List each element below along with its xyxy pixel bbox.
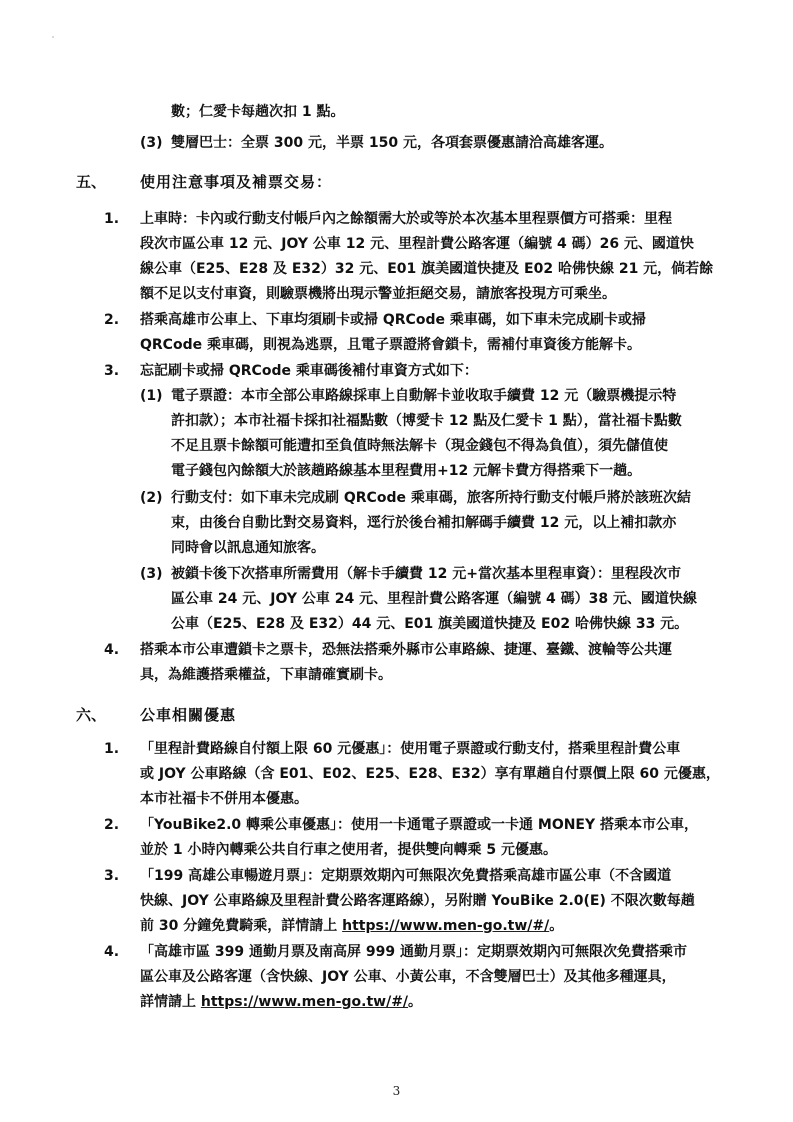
list-number: 4. [104,642,120,658]
list-text: 區公車及公路客運（含快線、JOY 公車、小黃公車，不含雙層巴士）及其他多種運具， [140,969,676,985]
list-number: 3. [104,363,120,379]
list-text: QRCode 乘車碼，則視為逃票，且電子票證將會鎖卡，需補付車資後方能解卡。 [140,337,641,353]
sub-item-text: 同時會以訊息通知旅客。 [171,540,325,556]
sub-item-text: 許扣款）；本市社福卡採扣社福點數（博愛卡 12 點及仁愛卡 1 點），當社福卡點數 [171,413,682,429]
list-text: 並於 1 小時內轉乘公共自行車之使用者，提供雙向轉乘 5 元優惠。 [140,842,557,858]
list-text-suffix: 。 [408,994,423,1010]
sub-item-number: (3) [140,566,163,582]
item-text: 雙層巴士：全票 300 元，半票 150 元，各項套票優惠請洽高雄客運。 [171,135,613,151]
list-text: 「高雄市區 399 通勤月票及南高屏 999 通勤月票」：定期票效期內可無限次免費搭乘市 [140,944,687,960]
sub-item-number: (1) [140,388,163,404]
list-number: 1. [104,741,120,757]
men-go-link[interactable]: https://www.men-go.tw/#/ [342,918,550,934]
list-text: 快線、JOY 公車路線及里程計費公路客運路線），另附贈 YouBike 2.0(E) 不限次數每趟 [140,893,695,909]
list-number: 2. [104,817,120,833]
list-text-suffix: 。 [549,918,564,934]
list-text: 段次市區公車 12 元、JOY 公車 12 元、里程計費公路客運（編號 4 碼）26 元、國道快 [140,236,694,252]
sub-item-number: (2) [140,490,163,506]
list-text: 額不足以支付車資，則驗票機將出現示警並拒絕交易，請旅客投現方可乘坐。 [140,286,616,302]
list-text: 「199 高雄公車暢遊月票」：定期票效期內可無限次免費搭乘高雄市區公車（不含國道 [140,868,672,884]
sub-item-text: 不足且票卡餘額可能遭扣至負值時無法解卡（現金錢包不得為負值），須先儲值使 [171,438,668,454]
item-number: (3) [140,135,163,151]
list-text-with-link [140,914,740,939]
men-go-link[interactable]: https://www.men-go.tw/#/ [200,994,409,1010]
sub-item-text: 公車（E25、E28 及 E32）44 元、E01 旗美國道快捷及 E02 哈佛快線 33 元。 [171,616,689,632]
list-text: 「YouBike2.0 轉乘公車優惠」：使用一卡通電子票證或一卡通 MONEY 搭乘本市公車， [140,817,699,833]
list-text: 線公車（E25、E28 及 E32）32 元、E01 旗美國道快捷及 E02 哈佛快線 21 元，倘若餘 [140,261,714,277]
section-number: 五、 [76,173,107,191]
list-text: 搭乘高雄市公車上、下車均須刷卡或掃 QRCode 乘車碼，如下車未完成刷卡或掃 [140,312,646,328]
list-text: 本市社福卡不併用本優惠。 [140,791,308,807]
list-text: 或 JOY 公車路線（含 E01、E02、E25、E28、E32）享有單趟自付票價上限 60 元優惠， [140,766,720,782]
list-text: 搭乘本市公車遭鎖卡之票卡，恐無法搭乘外縣市公車路線、捷運、臺鐵、渡輪等公共運 [140,642,672,658]
continuation-line: 數；仁愛卡每趟次扣 1 點。 [171,104,345,120]
list-number: 1. [104,211,120,227]
list-text-with-link [140,990,740,1015]
section-title: 公車相關優惠 [140,706,237,724]
sub-item-text: 電子錢包內餘額大於該趟路線基本里程費用+12 元解卡費方得搭乘下一趟。 [171,463,642,479]
list-number: 4. [104,944,120,960]
list-number: 3. [104,868,120,884]
list-text: 忘記刷卡或掃 QRCode 乘車碼後補付車資方式如下： [140,363,478,379]
list-text: 上車時：卡內或行動支付帳戶內之餘額需大於或等於本次基本里程票價方可搭乘：里程 [140,211,672,227]
sub-item-text: 行動支付：如下車未完成刷 QRCode 乘車碼，旅客所持行動支付帳戶將於該班次結 [171,490,691,506]
section-title: 使用注意事項及補票交易： [140,173,333,191]
section-number: 六、 [76,706,107,724]
page-number: 3 [392,1084,401,1098]
sub-item-text: 區公車 24 元、JOY 公車 24 元、里程計費公路客運（編號 4 碼）38 元、國道快線 [171,591,697,607]
list-text: 「里程計費路線自付額上限 60 元優惠」：使用電子票證或行動支付，搭乘里程計費公車 [140,741,681,757]
sub-item-text: 電子票證：本市全部公車路線採車上自動解卡並收取手續費 12 元（驗票機提示特 [171,388,677,404]
sub-item-text: 束，由後台自動比對交易資料，逕行於後台補扣解碼手續費 12 元，以上補扣款亦 [171,515,677,531]
list-text-prefix: 詳情請上 [140,994,201,1010]
scan-speck [52,36,54,38]
list-number: 2. [104,312,120,328]
list-text: 具，為維護搭乘權益，下車請確實刷卡。 [140,667,392,683]
list-text-prefix: 前 30 分鐘免費騎乘，詳情請上 [140,918,343,934]
sub-item-text: 被鎖卡後下次搭車所需費用（解卡手續費 12 元+當次基本里程車資）：里程段次市 [171,566,681,582]
